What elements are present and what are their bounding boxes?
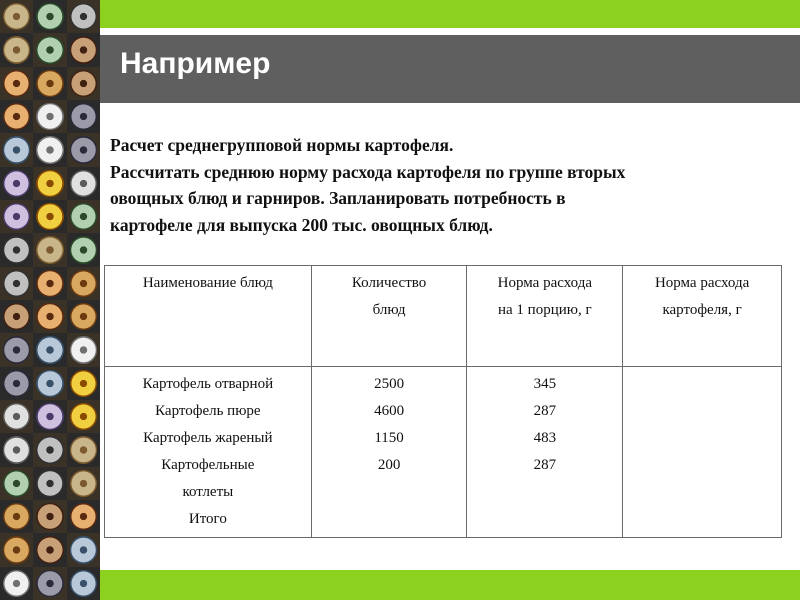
intro-line: картофеле для выпуска 200 тыс. овощных блюд. bbox=[110, 214, 493, 235]
mosaic-disc-tile bbox=[67, 67, 100, 100]
intro-text bbox=[110, 132, 780, 238]
mosaic-disc-tile bbox=[0, 300, 33, 333]
mosaic-disc-tile bbox=[33, 400, 66, 433]
header-norm-per-portion bbox=[467, 266, 623, 367]
mosaic-disc-tile bbox=[0, 467, 33, 500]
dish-name: Картофель пюре bbox=[155, 403, 261, 419]
header-line: Наименование блюд bbox=[142, 275, 273, 291]
norms-per-portion-cell bbox=[467, 367, 623, 538]
mosaic-disc-tile bbox=[67, 433, 100, 466]
mosaic-disc-tile bbox=[33, 133, 66, 166]
bottom-accent-bar bbox=[100, 570, 800, 600]
mosaic-disc-tile bbox=[33, 367, 66, 400]
mosaic-disc-tile bbox=[67, 133, 100, 166]
potato-norms-cell bbox=[623, 367, 782, 538]
header-line: картофеля, г bbox=[662, 302, 742, 318]
mosaic-disc-tile bbox=[67, 333, 100, 366]
mosaic-disc-tile bbox=[0, 367, 33, 400]
header-quantity bbox=[311, 266, 467, 367]
header-line: Количество bbox=[351, 275, 427, 291]
slide-title: Например bbox=[120, 47, 271, 80]
table-header-row bbox=[105, 266, 782, 367]
mosaic-disc-tile bbox=[0, 400, 33, 433]
norm-value: 345 bbox=[533, 376, 557, 392]
mosaic-disc-tile bbox=[67, 467, 100, 500]
quantities-cell bbox=[311, 367, 467, 538]
mosaic-disc-tile bbox=[67, 533, 100, 566]
mosaic-disc-tile bbox=[33, 200, 66, 233]
mosaic-disc-tile bbox=[33, 33, 66, 66]
mosaic-disc-tile bbox=[67, 167, 100, 200]
mosaic-disc-tile bbox=[67, 233, 100, 266]
mosaic-disc-tile bbox=[33, 433, 66, 466]
mosaic-disc-tile bbox=[33, 300, 66, 333]
mosaic-disc-tile bbox=[33, 0, 66, 33]
mosaic-disc-tile bbox=[33, 533, 66, 566]
mosaic-disc-tile bbox=[33, 500, 66, 533]
dish-name: котлеты bbox=[182, 484, 234, 500]
mosaic-disc-tile bbox=[0, 567, 33, 600]
mosaic-disc-tile bbox=[33, 67, 66, 100]
mosaic-disc-tile bbox=[0, 0, 33, 33]
mosaic-disc-tile bbox=[67, 100, 100, 133]
quantity-value: 2500 bbox=[374, 376, 405, 392]
mosaic-disc-tile bbox=[0, 100, 33, 133]
mosaic-disc-tile bbox=[0, 233, 33, 266]
mosaic-disc-tile bbox=[67, 300, 100, 333]
mosaic-disc-tile bbox=[0, 200, 33, 233]
intro-line: овощных блюд и гарниров. Запланировать потребность в bbox=[110, 188, 566, 208]
quantity-value: 200 bbox=[377, 457, 401, 473]
header-dish-name bbox=[105, 266, 312, 367]
dish-name: Картофель отварной bbox=[142, 376, 274, 392]
mosaic-disc-tile bbox=[67, 367, 100, 400]
mosaic-disc-tile bbox=[0, 267, 33, 300]
dish-name: Картофель жареный bbox=[143, 430, 273, 446]
mosaic-disc-tile bbox=[67, 33, 100, 66]
header-line: блюд bbox=[372, 302, 406, 318]
mosaic-disc-tile bbox=[0, 33, 33, 66]
dish-name: Картофельные bbox=[161, 457, 255, 473]
mosaic-disc-tile bbox=[0, 533, 33, 566]
mosaic-disc-tile bbox=[33, 333, 66, 366]
mosaic-disc-tile bbox=[0, 67, 33, 100]
mosaic-disc-tile bbox=[33, 233, 66, 266]
mosaic-disc-tile bbox=[33, 100, 66, 133]
mosaic-disc-tile bbox=[33, 467, 66, 500]
top-accent-bar bbox=[100, 0, 800, 28]
quantity-value: 4600 bbox=[374, 403, 405, 419]
title-band bbox=[100, 35, 800, 103]
intro-line: Расчет среднегрупповой нормы картофеля. bbox=[110, 135, 454, 155]
mosaic-disc-tile bbox=[0, 333, 33, 366]
header-line: Норма расхода bbox=[497, 275, 592, 291]
header-potato-norm bbox=[623, 266, 782, 367]
quantity-value: 1150 bbox=[374, 430, 404, 446]
norm-value: 287 bbox=[533, 403, 557, 419]
mosaic-disc-tile bbox=[67, 200, 100, 233]
potato-norms-table bbox=[104, 265, 782, 538]
header-line: Норма расхода bbox=[654, 275, 750, 291]
mosaic-disc-tile bbox=[67, 500, 100, 533]
mosaic-disc-tile bbox=[33, 267, 66, 300]
mosaic-disc-tile bbox=[67, 567, 100, 600]
decorative-disc-mosaic bbox=[0, 0, 100, 600]
mosaic-disc-tile bbox=[33, 167, 66, 200]
mosaic-disc-tile bbox=[67, 400, 100, 433]
norm-value: 483 bbox=[533, 430, 557, 446]
mosaic-disc-tile bbox=[0, 133, 33, 166]
mosaic-disc-tile bbox=[33, 567, 66, 600]
dish-names-cell bbox=[105, 367, 312, 538]
mosaic-disc-tile bbox=[0, 500, 33, 533]
header-line: на 1 порцию, г bbox=[498, 302, 592, 318]
mosaic-disc-tile bbox=[67, 0, 100, 33]
intro-line: Рассчитать среднюю норму расхода картофеля по группе вторых bbox=[110, 161, 626, 182]
mosaic-disc-tile bbox=[0, 433, 33, 466]
total-label: Итого bbox=[188, 511, 227, 527]
mosaic-disc-tile bbox=[0, 167, 33, 200]
table-row bbox=[105, 367, 782, 538]
norm-value: 287 bbox=[533, 457, 557, 473]
mosaic-disc-tile bbox=[67, 267, 100, 300]
